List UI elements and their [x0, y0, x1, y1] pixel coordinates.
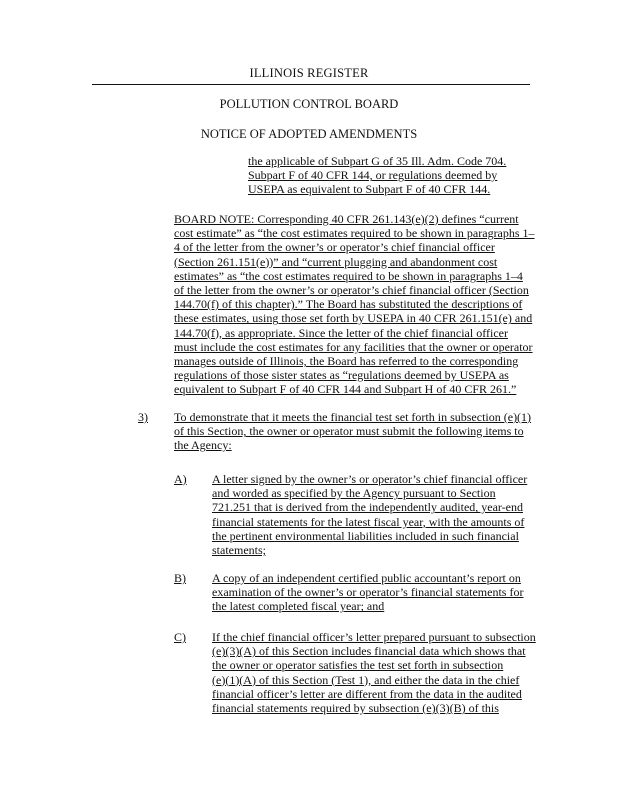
text-line: equivalent to Subpart F of 40 CFR 144 and Subpart H of 40 CFR 261.” [174, 382, 517, 397]
item-3-text [174, 410, 531, 453]
text-line: (Section 261.151(e))” and “current plugging and abandonment cost [174, 254, 498, 269]
text-line: To demonstrate that it meets the financial test set forth in subsection (e)(1) [174, 410, 532, 424]
text-line: financial officer’s letter are different from the data in the audited [212, 686, 522, 701]
item-c-label: C) [174, 630, 186, 644]
text-line: the pertinent environmental liabilities included in such financial [212, 528, 519, 543]
text-line: the latest completed fiscal year; and [212, 599, 385, 614]
item-b-label: B) [174, 571, 186, 585]
text-line: manages outside of Illinois, the Board has referred to the corresponding [174, 354, 519, 369]
board-note [174, 212, 535, 397]
text-line: the applicable of Subpart G of 35 Ill. Adm. Code 704. [248, 154, 507, 168]
text-line: A copy of an independent certified public accountant’s report on [212, 571, 521, 585]
text-line: estimates” as “the cost estimates required to be shown in paragraphs 1–4 [174, 268, 523, 283]
text-line: financial statements for the latest fiscal year, with the amounts of [212, 514, 525, 529]
item-c-text [212, 630, 536, 715]
register-title: ILLINOIS REGISTER [249, 66, 369, 80]
text-line: the owner or operator satisfies the test set forth in subsection [212, 658, 504, 673]
text-line: (e)(3)(A) of this Section includes financial data which shows that [212, 644, 526, 659]
item-a-text [212, 472, 527, 557]
text-line: A letter signed by the owner’s or operator’s chief financial officer [212, 472, 528, 486]
text-line: and worded as specified by the Agency pursuant to Section [212, 486, 496, 501]
text-line: the Agency: [174, 438, 232, 453]
notice-heading: NOTICE OF ADOPTED AMENDMENTS [200, 127, 418, 141]
text-line: of the letter from the owner’s or operator’s chief financial officer (Section [174, 283, 529, 298]
text-line: USEPA as equivalent to Subpart F of 40 CFR 144. [248, 182, 491, 197]
item-a-label: A) [174, 472, 187, 486]
text-line: of this Section, the owner or operator must submit the following items to [174, 424, 524, 439]
text-line: BOARD NOTE: Corresponding 40 CFR 261.143(e)(2) defines “current [174, 212, 519, 226]
item-3-label: 3) [138, 410, 148, 424]
text-line: financial statements required by subsection (e)(3)(B) of this [212, 701, 499, 716]
board-name: POLLUTION CONTROL BOARD [219, 97, 399, 111]
header-divider [92, 84, 530, 85]
text-line: 144.70(f), as appropriate. Since the letter of the chief financial officer [174, 325, 508, 340]
text-line: examination of the owner’s or operator’s financial statements for [212, 585, 524, 600]
text-line: Subpart F of 40 CFR 144, or regulations deemed by [248, 168, 498, 183]
text-line: must include the cost estimates for any facilities that the owner or operator [174, 339, 533, 354]
text-line: these estimates, using those set forth by USEPA in 40 CFR 261.151(e) and [174, 311, 533, 326]
text-line: cost estimate” as “the cost estimates required to be shown in paragraphs 1– [174, 226, 535, 241]
continuation-text [248, 154, 506, 197]
text-line: 144.70(f) of this chapter).” The Board has substituted the descriptions of [174, 297, 523, 312]
text-line: regulations of those sister states as “regulations deemed by USEPA as [174, 368, 509, 383]
text-line: 4 of the letter from the owner’s or operator’s chief financial officer [174, 240, 495, 255]
item-b-text [212, 571, 523, 614]
text-line: statements; [212, 543, 266, 558]
text-line: (e)(1)(A) of this Section (Test 1), and either the data in the chief [212, 672, 520, 687]
text-line: If the chief financial officer’s letter prepared pursuant to subsection [212, 630, 536, 644]
text-line: 721.251 that is derived from the independently audited, year-end [212, 500, 523, 515]
